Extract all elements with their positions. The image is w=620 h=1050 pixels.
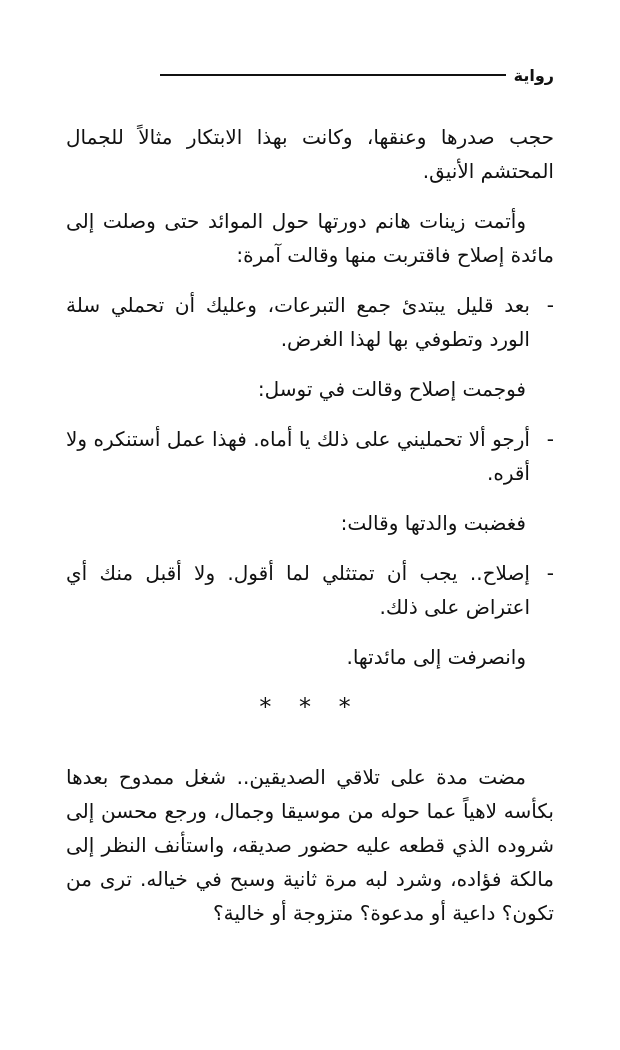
book-page bbox=[66, 52, 554, 946]
header-rule bbox=[160, 74, 506, 76]
dialogue-dash: - bbox=[546, 293, 554, 317]
paragraph-5: وانصرفت إلى مائدتها. bbox=[346, 645, 526, 669]
dialogue-line-2 bbox=[66, 422, 554, 490]
dialogue-line-1 bbox=[66, 288, 554, 356]
running-header bbox=[66, 52, 554, 98]
dialogue-text-1: بعد قليل يبتدئ جمع التبرعات، وعليك أن تحملي سلة الورد وتطوفي بها لهذا الغرض. bbox=[66, 293, 530, 351]
dialogue-text-2: أرجو ألا تحمليني على ذلك يا أماه. فهذا عمل أستنكره ولا أقره. bbox=[66, 427, 530, 485]
paragraph-6: مضت مدة على تلاقي الصديقين.. شغل ممدوح بعدها بكأسه لاهياً عما حوله من موسيقا وجمال، ورجع محسن إلى شروده الذي قطعه عليه حضور صديقه، واستأنف النظر إلى مالكة فؤاده، وشرد لبه مرة ثانية وسبح في خياله. ترى من تكون؟ داعية أو مدعوة؟ متزوجة أو خالية؟ bbox=[66, 765, 554, 925]
paragraph-1: حجب صدرها وعنقها، وكانت بهذا الابتكار مثالاً للجمال المحتشم الأنيق. bbox=[66, 125, 554, 183]
paragraph-4: فغضبت والدتها وقالت: bbox=[340, 511, 526, 535]
section-separator: * * * bbox=[259, 693, 361, 721]
dialogue-dash: - bbox=[546, 561, 554, 585]
paragraph-2: وأتمت زينات هانم دورتها حول الموائد حتى وصلت إلى مائدة إصلاح فاقتربت منها وقالت آمرة: bbox=[66, 209, 554, 267]
dialogue-text-3: إصلاح.. يجب أن تمتثلي لما أقول. ولا أقبل منك أي اعتراض على ذلك. bbox=[66, 561, 530, 619]
paragraph-3: فوجمت إصلاح وقالت في توسل: bbox=[257, 377, 526, 401]
dialogue-line-3 bbox=[66, 556, 554, 624]
dialogue-dash: - bbox=[546, 427, 554, 451]
header-title: رواية bbox=[513, 65, 554, 85]
